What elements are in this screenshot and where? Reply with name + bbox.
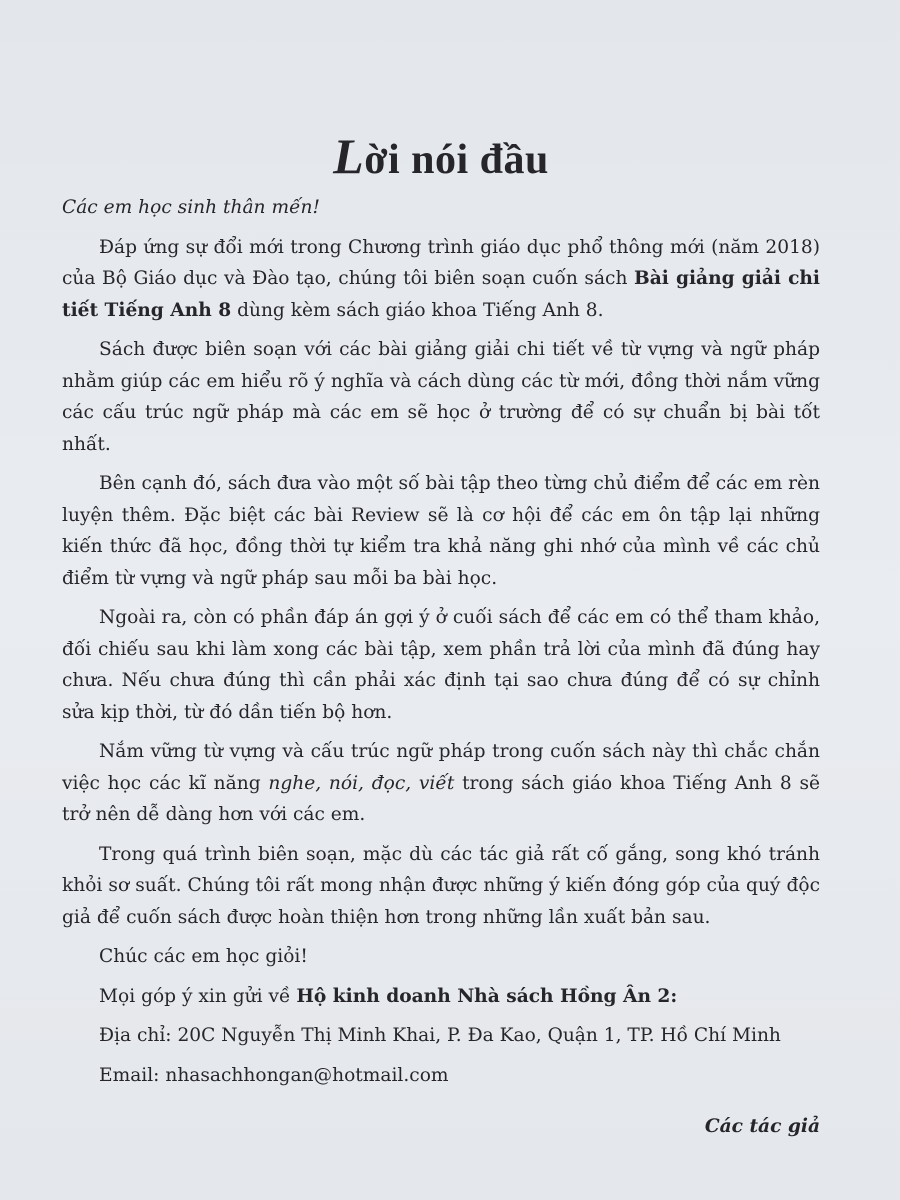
paragraph-2: Sách được biên soạn với các bài giảng giải chi tiết về từ vựng và ngữ pháp nhằm giúp các em hiểu rõ ý nghĩa và cách dùng các từ mới, đồng thời nắm vững các cấu trúc ngữ pháp mà các em sẽ học ở trường để có sự chuẩn bị bài tốt nhất.	[62, 339, 820, 455]
paragraph-1-text-c: dùng kèm sách giáo khoa Tiếng Anh 8.	[231, 299, 604, 321]
closing-wish: Chúc các em học giỏi!	[99, 946, 308, 967]
contact-label: Mọi góp ý xin gửi về	[99, 985, 297, 1007]
page-title	[62, 128, 820, 188]
title-dropcap: L	[333, 128, 365, 184]
paragraph-5-text-c: trong sách giáo khoa Tiếng Anh 8 sẽ trở nên dễ dàng hơn với các em.	[62, 772, 820, 825]
contact-line	[62, 981, 820, 1013]
signature: Các tác giả	[704, 1116, 820, 1137]
paragraph-1-text-a: Đáp ứng sự đổi mới trong Chương trình giáo dục phổ thông mới (năm 2018) của Bộ Giáo dục và Đào tạo, chúng tôi biên soạn cuốn sách	[62, 236, 820, 289]
paragraph-3: Bên cạnh đó, sách đưa vào một số bài tập theo từng chủ điểm để các em rèn luyện thêm. Đặc biệt các bài Review sẽ là cơ hội để các em ôn tập lại những kiến thức đã học, đồng thời tự kiểm tra khả năng ghi nhớ của mình về các chủ điểm từ vựng và ngữ pháp sau mỗi ba bài học.	[62, 473, 820, 589]
book-title: Bài giảng giải chi tiết Tiếng Anh 8	[62, 268, 820, 321]
paragraph-6: Trong quá trình biên soạn, mặc dù các tác giả rất cố gắng, song khó tránh khỏi sơ suất. Chúng tôi rất mong nhận được những ý kiến đóng góp của quý độc giả để cuốn sách được hoàn thiện hơn trong những lần xuất bản sau.	[62, 843, 820, 928]
paragraph-4: Ngoài ra, còn có phần đáp án gợi ý ở cuối sách để các em có thể tham khảo, đối chiếu sau khi làm xong các bài tập, xem phần trả lời của mình đã đúng hay chưa. Nếu chưa đúng thì cần phải xác định tại sao chưa đúng để có sự chỉnh sửa kịp thời, từ đó dần tiến bộ hơn.	[62, 607, 820, 723]
paragraph-1	[62, 232, 820, 327]
contact-address: Địa chỉ: 20C Nguyễn Thị Minh Khai, P. Đa Kao, Quận 1, TP. Hồ Chí Minh	[99, 1025, 781, 1046]
preface-page	[62, 128, 820, 1143]
contact-email: Email: nhasachhongan@hotmail.com	[99, 1064, 449, 1086]
greeting: Các em học sinh thân mến!	[62, 197, 320, 218]
skills-text: nghe, nói, đọc, viết	[268, 772, 455, 794]
title-rest: ời nói đầu	[364, 137, 549, 183]
paragraph-5	[62, 736, 820, 831]
contact-organization: Hộ kinh doanh Nhà sách Hồng Ân 2:	[296, 985, 678, 1007]
paragraph-5-text-a: Nắm vững từ vựng và cấu trúc ngữ pháp trong cuốn sách này thì chắc chắn việc học các kĩ năng	[62, 741, 820, 794]
